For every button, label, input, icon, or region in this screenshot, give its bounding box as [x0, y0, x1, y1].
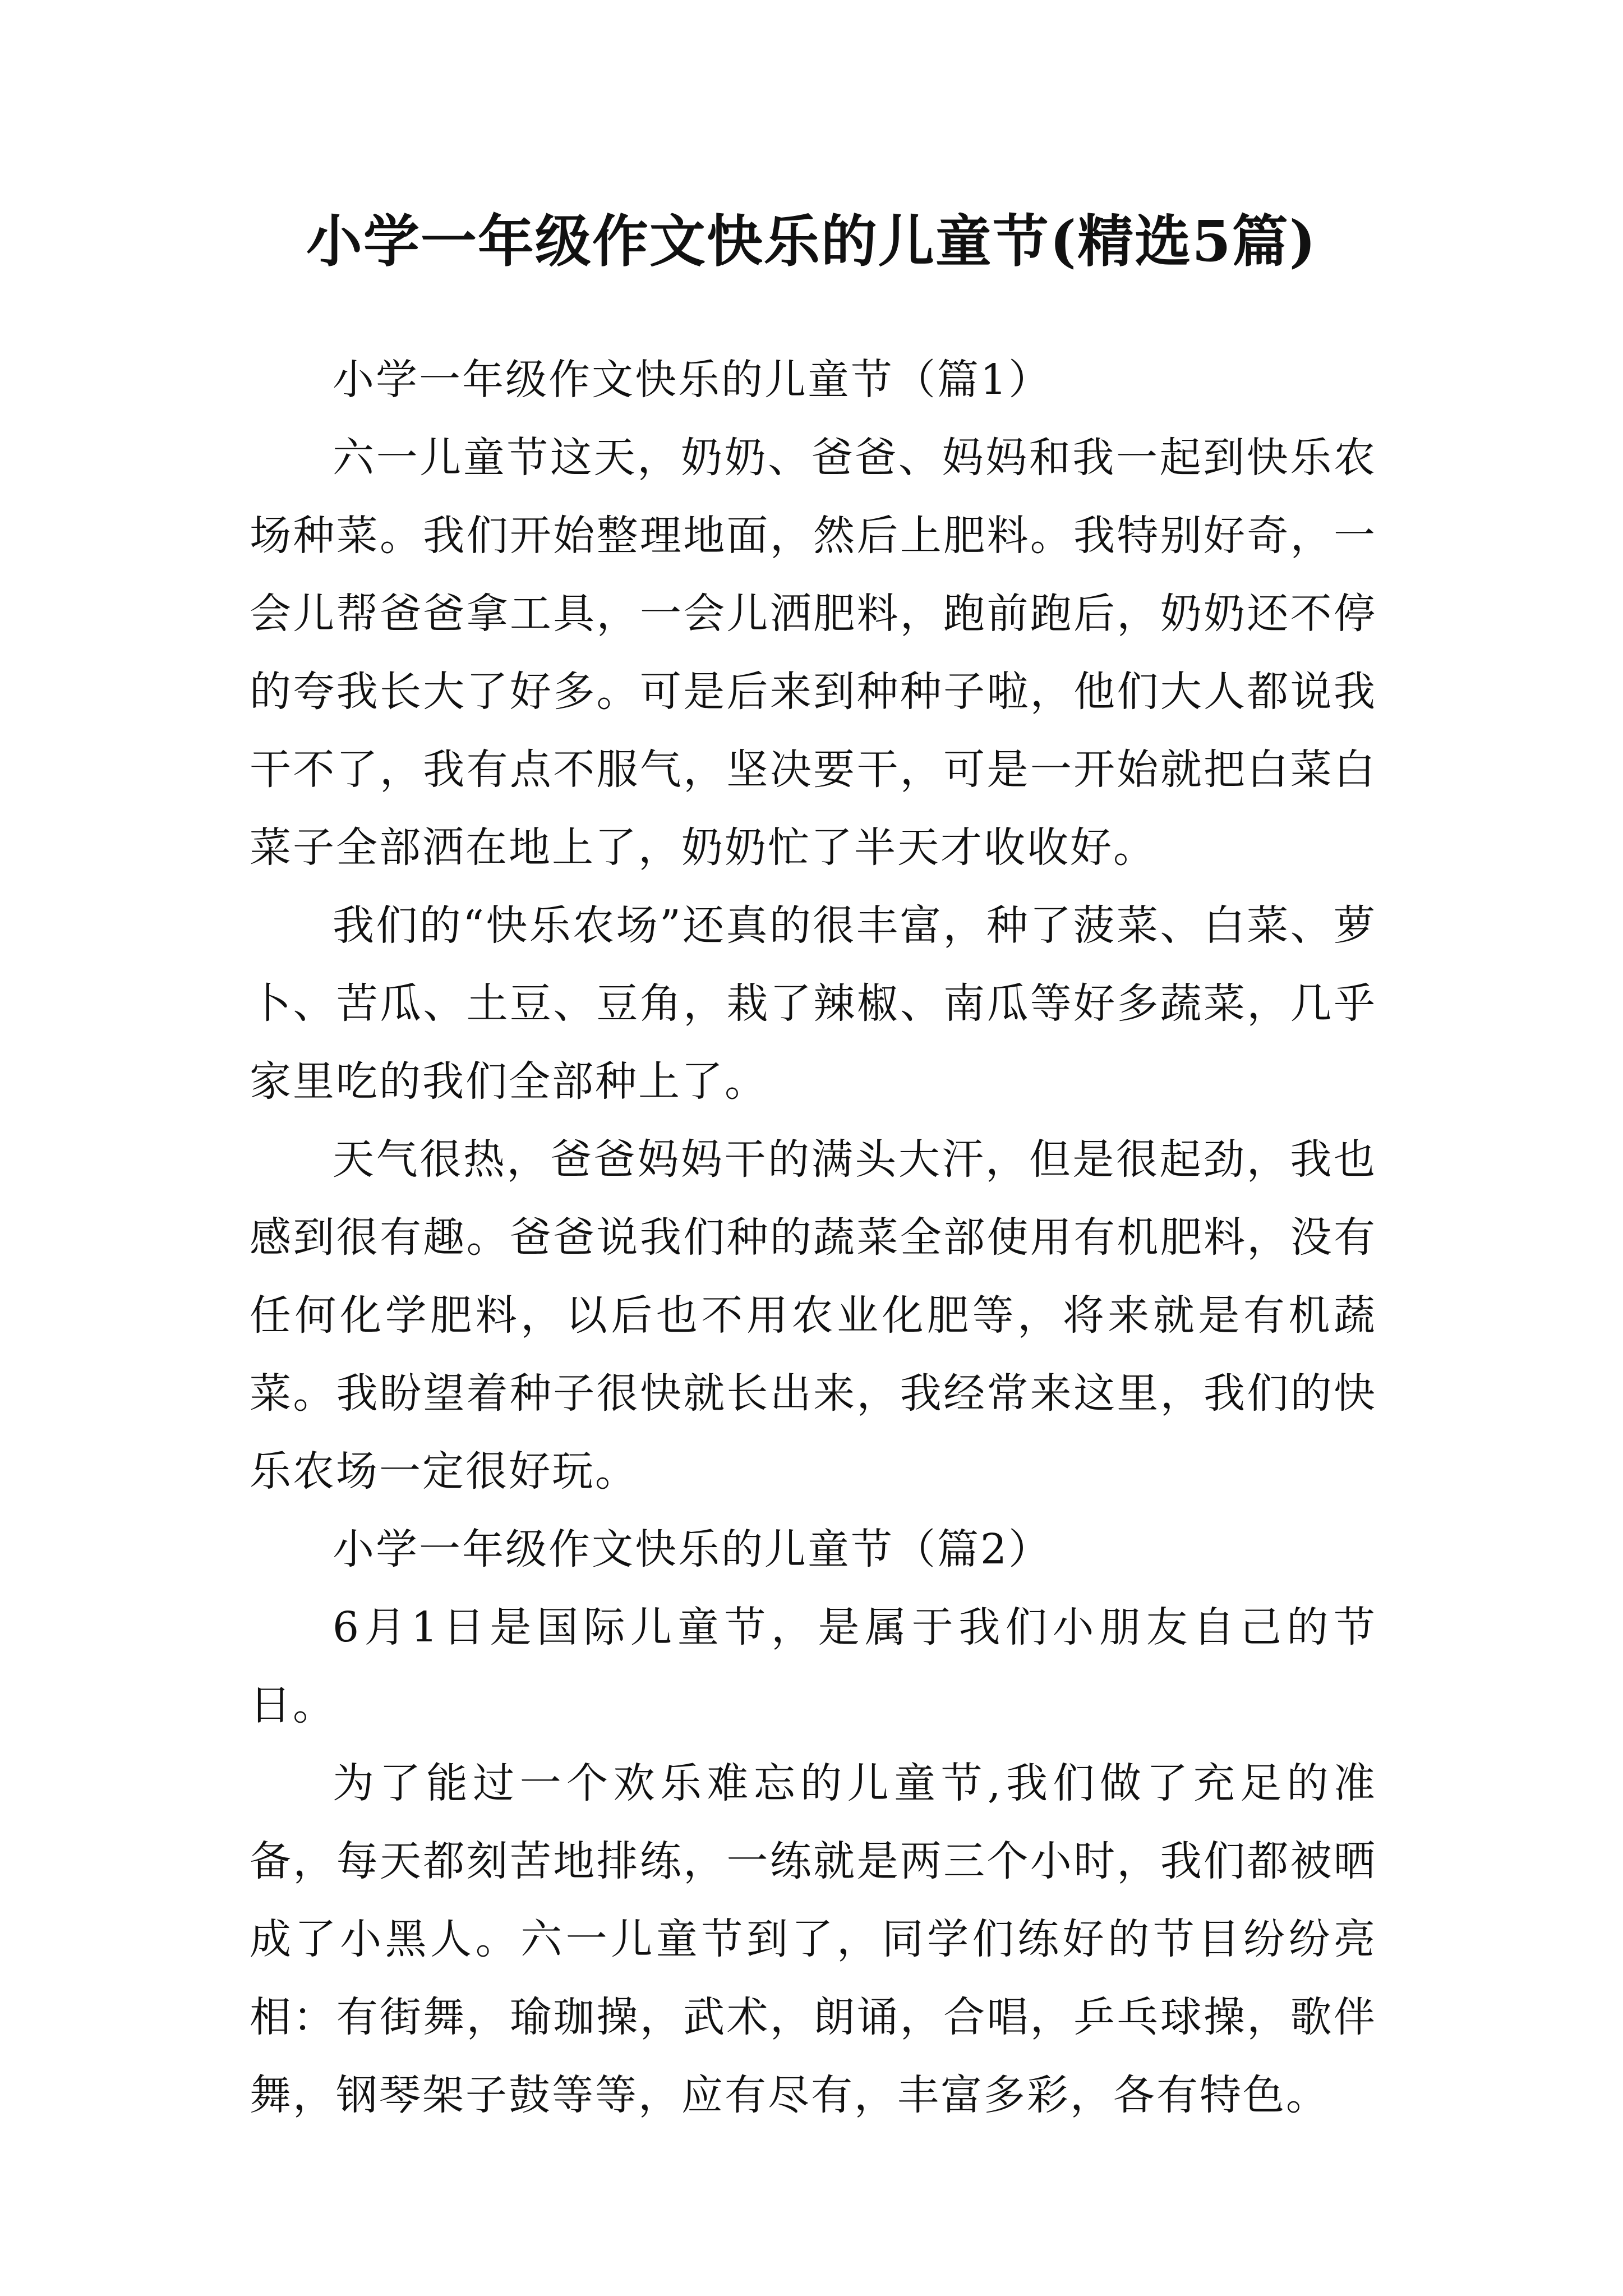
section-heading-1: 小学一年级作文快乐的儿童节（篇1） — [333, 356, 1052, 404]
document-body — [250, 341, 1377, 2134]
paragraph: 为了能过一个欢乐难忘的儿童节,我们做了充足的准备，每天都刻苦地排练，一练就是两三个小时，我们都被晒成了小黑人。六一儿童节到了，同学们练好的节目纷纷亮相：有街舞，瑜珈操，武术，朗诵，合唱，乒乓球操，歌伴舞，钢琴架子鼓等等，应有尽有，丰富多彩，各有特色。 — [250, 1759, 1377, 2119]
paragraph: 六一儿童节这天，奶奶、爸爸、妈妈和我一起到快乐农场种菜。我们开始整理地面，然后上肥料。我特别好奇，一会儿帮爸爸拿工具，一会儿洒肥料，跑前跑后，奶奶还不停的夸我长大了好多。可是后来到种种子啦，他们大人都说我干不了，我有点不服气，坚决要干，可是一开始就把白菜白菜子全部洒在地上了，奶奶忙了半天才收收好。 — [250, 434, 1377, 872]
paragraph: 天气很热，爸爸妈妈干的满头大汗，但是很起劲，我也感到很有趣。爸爸说我们种的蔬菜全部使用有机肥料，没有任何化学肥料，以后也不用农业化肥等，将来就是有机蔬菜。我盼望着种子很快就长出来，我经常来这里，我们的快乐农场一定很好玩。 — [250, 1135, 1377, 1496]
document-title: 小学一年级作文快乐的儿童节(精选5篇) — [306, 208, 1317, 274]
paragraph: 6月1日是国际儿童节，是属于我们小朋友自己的节日。 — [250, 1603, 1377, 1729]
section-heading-2: 小学一年级作文快乐的儿童节（篇2） — [333, 1525, 1052, 1573]
paragraph: 我们的“快乐农场”还真的很丰富，种了菠菜、白菜、萝卜、苦瓜、土豆、豆角，栽了辣椒、南瓜等好多蔬菜，几乎家里吃的我们全部种上了。 — [250, 901, 1377, 1106]
